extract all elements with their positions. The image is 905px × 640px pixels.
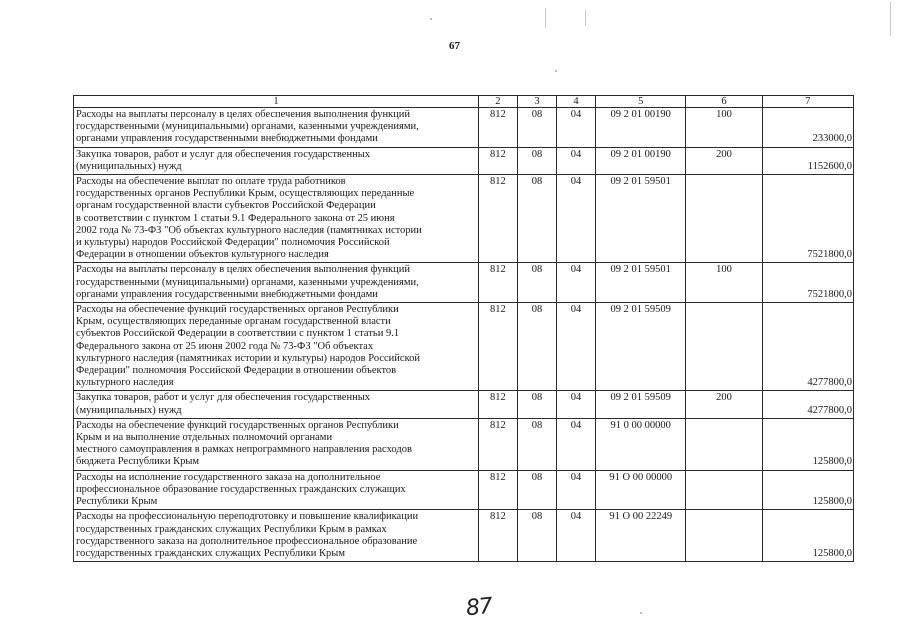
row-expense-type-code (686, 175, 762, 263)
row-amount: 125800,0 (762, 470, 854, 510)
row-ved-code: 812 (478, 263, 517, 303)
budget-table (73, 95, 854, 562)
row-section-code: 08 (517, 418, 556, 470)
row-section-code: 08 (517, 510, 556, 562)
row-amount: 233000,0 (762, 108, 854, 148)
row-description: Расходы на исполнение государственного заказа на дополнительное профессиональное образование государственных гражданских служащих Республики Крым (74, 470, 479, 510)
scan-artifact (585, 10, 586, 26)
row-expense-type-code (686, 418, 762, 470)
table-row (74, 175, 854, 263)
row-section-code: 08 (517, 147, 556, 174)
row-section-code: 08 (517, 470, 556, 510)
table-row (74, 303, 854, 391)
row-subsection-code: 04 (556, 263, 595, 303)
row-target-article-code: 91 О 00 22249 (596, 510, 686, 562)
row-expense-type-code (686, 470, 762, 510)
row-ved-code: 812 (478, 147, 517, 174)
header-cell: 6 (686, 96, 762, 108)
row-expense-type-code (686, 510, 762, 562)
row-subsection-code: 04 (556, 470, 595, 510)
row-subsection-code: 04 (556, 510, 595, 562)
row-section-code: 08 (517, 175, 556, 263)
row-target-article-code: 09 2 01 59509 (596, 303, 686, 391)
row-amount: 4277800,0 (762, 303, 854, 391)
row-target-article-code: 09 2 01 59501 (596, 263, 686, 303)
row-section-code: 08 (517, 263, 556, 303)
row-amount: 4277800,0 (762, 391, 854, 418)
row-description: Расходы на обеспечение функций государственных органов Республики Крым и на выполнение отдельных полномочий органами местного самоуправления в рамках непрограммного направления расходов бюджета Республики Крым (74, 418, 479, 470)
row-section-code: 08 (517, 108, 556, 148)
scan-artifact (545, 8, 546, 28)
row-expense-type-code: 200 (686, 147, 762, 174)
table-row (74, 391, 854, 418)
row-amount: 125800,0 (762, 418, 854, 470)
scan-artifact (890, 2, 891, 36)
row-expense-type-code: 100 (686, 108, 762, 148)
row-description: Расходы на профессиональную переподготовку и повышение квалификации государственных гражданских служащих Республики Крым в рамках государственного заказа на дополнительное профессиональное образование государственных гражданских служащих Республики Крым (74, 510, 479, 562)
row-target-article-code: 09 2 01 00190 (596, 108, 686, 148)
row-ved-code: 812 (478, 175, 517, 263)
scan-artifact (430, 18, 432, 20)
row-expense-type-code: 200 (686, 391, 762, 418)
header-cell: 1 (74, 96, 479, 108)
page-number: 67 (449, 40, 460, 52)
header-cell: 3 (517, 96, 556, 108)
header-cell: 4 (556, 96, 595, 108)
row-expense-type-code: 100 (686, 263, 762, 303)
table-row (74, 108, 854, 148)
row-ved-code: 812 (478, 418, 517, 470)
table-row (74, 418, 854, 470)
row-subsection-code: 04 (556, 391, 595, 418)
row-target-article-code: 09 2 01 59501 (596, 175, 686, 263)
table-row (74, 470, 854, 510)
budget-table-body (74, 108, 854, 562)
row-amount: 7521800,0 (762, 175, 854, 263)
header-cell: 7 (762, 96, 854, 108)
header-row (74, 96, 854, 108)
row-description: Расходы на выплаты персоналу в целях обеспечения выполнения функций государственными (муниципальными) органами, казенными учреждениями, органами управления государственными внебюджетными фондами (74, 108, 479, 148)
row-amount: 7521800,0 (762, 263, 854, 303)
row-section-code: 08 (517, 303, 556, 391)
row-ved-code: 812 (478, 470, 517, 510)
row-target-article-code: 91 0 00 00000 (596, 418, 686, 470)
row-ved-code: 812 (478, 510, 517, 562)
scan-artifact (555, 70, 557, 72)
row-target-article-code: 09 2 01 59509 (596, 391, 686, 418)
row-amount: 125800,0 (762, 510, 854, 562)
row-description: Расходы на обеспечение функций государственных органов Республики Крым, осуществляющих переданные органам государственной власти субъектов Российской Федерации в соответствии с пунктом 1 статьи 9.1 Федерального закона от 25 июня 2002 года № 73-ФЗ "Об объектах культурного наследия (памятниках истории и культуры) народов Российской Федерации" полномочия Российской Федерации в отношении объектов культурного наследия (74, 303, 479, 391)
row-description: Закупка товаров, работ и услуг для обеспечения государственных (муниципальных) нужд (74, 391, 479, 418)
scan-artifact (640, 612, 642, 614)
row-ved-code: 812 (478, 391, 517, 418)
header-cell: 5 (596, 96, 686, 108)
row-ved-code: 812 (478, 303, 517, 391)
row-target-article-code: 91 О 00 00000 (596, 470, 686, 510)
row-subsection-code: 04 (556, 175, 595, 263)
row-description: Расходы на выплаты персоналу в целях обеспечения выполнения функций государственными (муниципальными) органами, казенными учреждениями, органами управления государственными внебюджетными фондами (74, 263, 479, 303)
row-subsection-code: 04 (556, 418, 595, 470)
row-subsection-code: 04 (556, 108, 595, 148)
row-description: Закупка товаров, работ и услуг для обеспечения государственных (муниципальных) нужд (74, 147, 479, 174)
row-target-article-code: 09 2 01 00190 (596, 147, 686, 174)
row-expense-type-code (686, 303, 762, 391)
header-cell: 2 (478, 96, 517, 108)
row-amount: 1152600,0 (762, 147, 854, 174)
row-description: Расходы на обеспечение выплат по оплате труда работников государственных органов Республики Крым, осуществляющих переданные органам государственной власти субъектов Российской Федерации в соответствии с пунктом 1 статьи 9.1 Федерального закона от 25 июня 2002 года № 73-ФЗ "Об объектах культурного наследия (памятниках истории и культуры) народов Российской Федерации" полномочия Российской Федерации в отношении объектов культурного наследия (74, 175, 479, 263)
handwritten-page-mark: 87 (464, 593, 494, 622)
table-row (74, 510, 854, 562)
row-ved-code: 812 (478, 108, 517, 148)
row-section-code: 08 (517, 391, 556, 418)
table-row (74, 147, 854, 174)
row-subsection-code: 04 (556, 303, 595, 391)
table-row (74, 263, 854, 303)
row-subsection-code: 04 (556, 147, 595, 174)
